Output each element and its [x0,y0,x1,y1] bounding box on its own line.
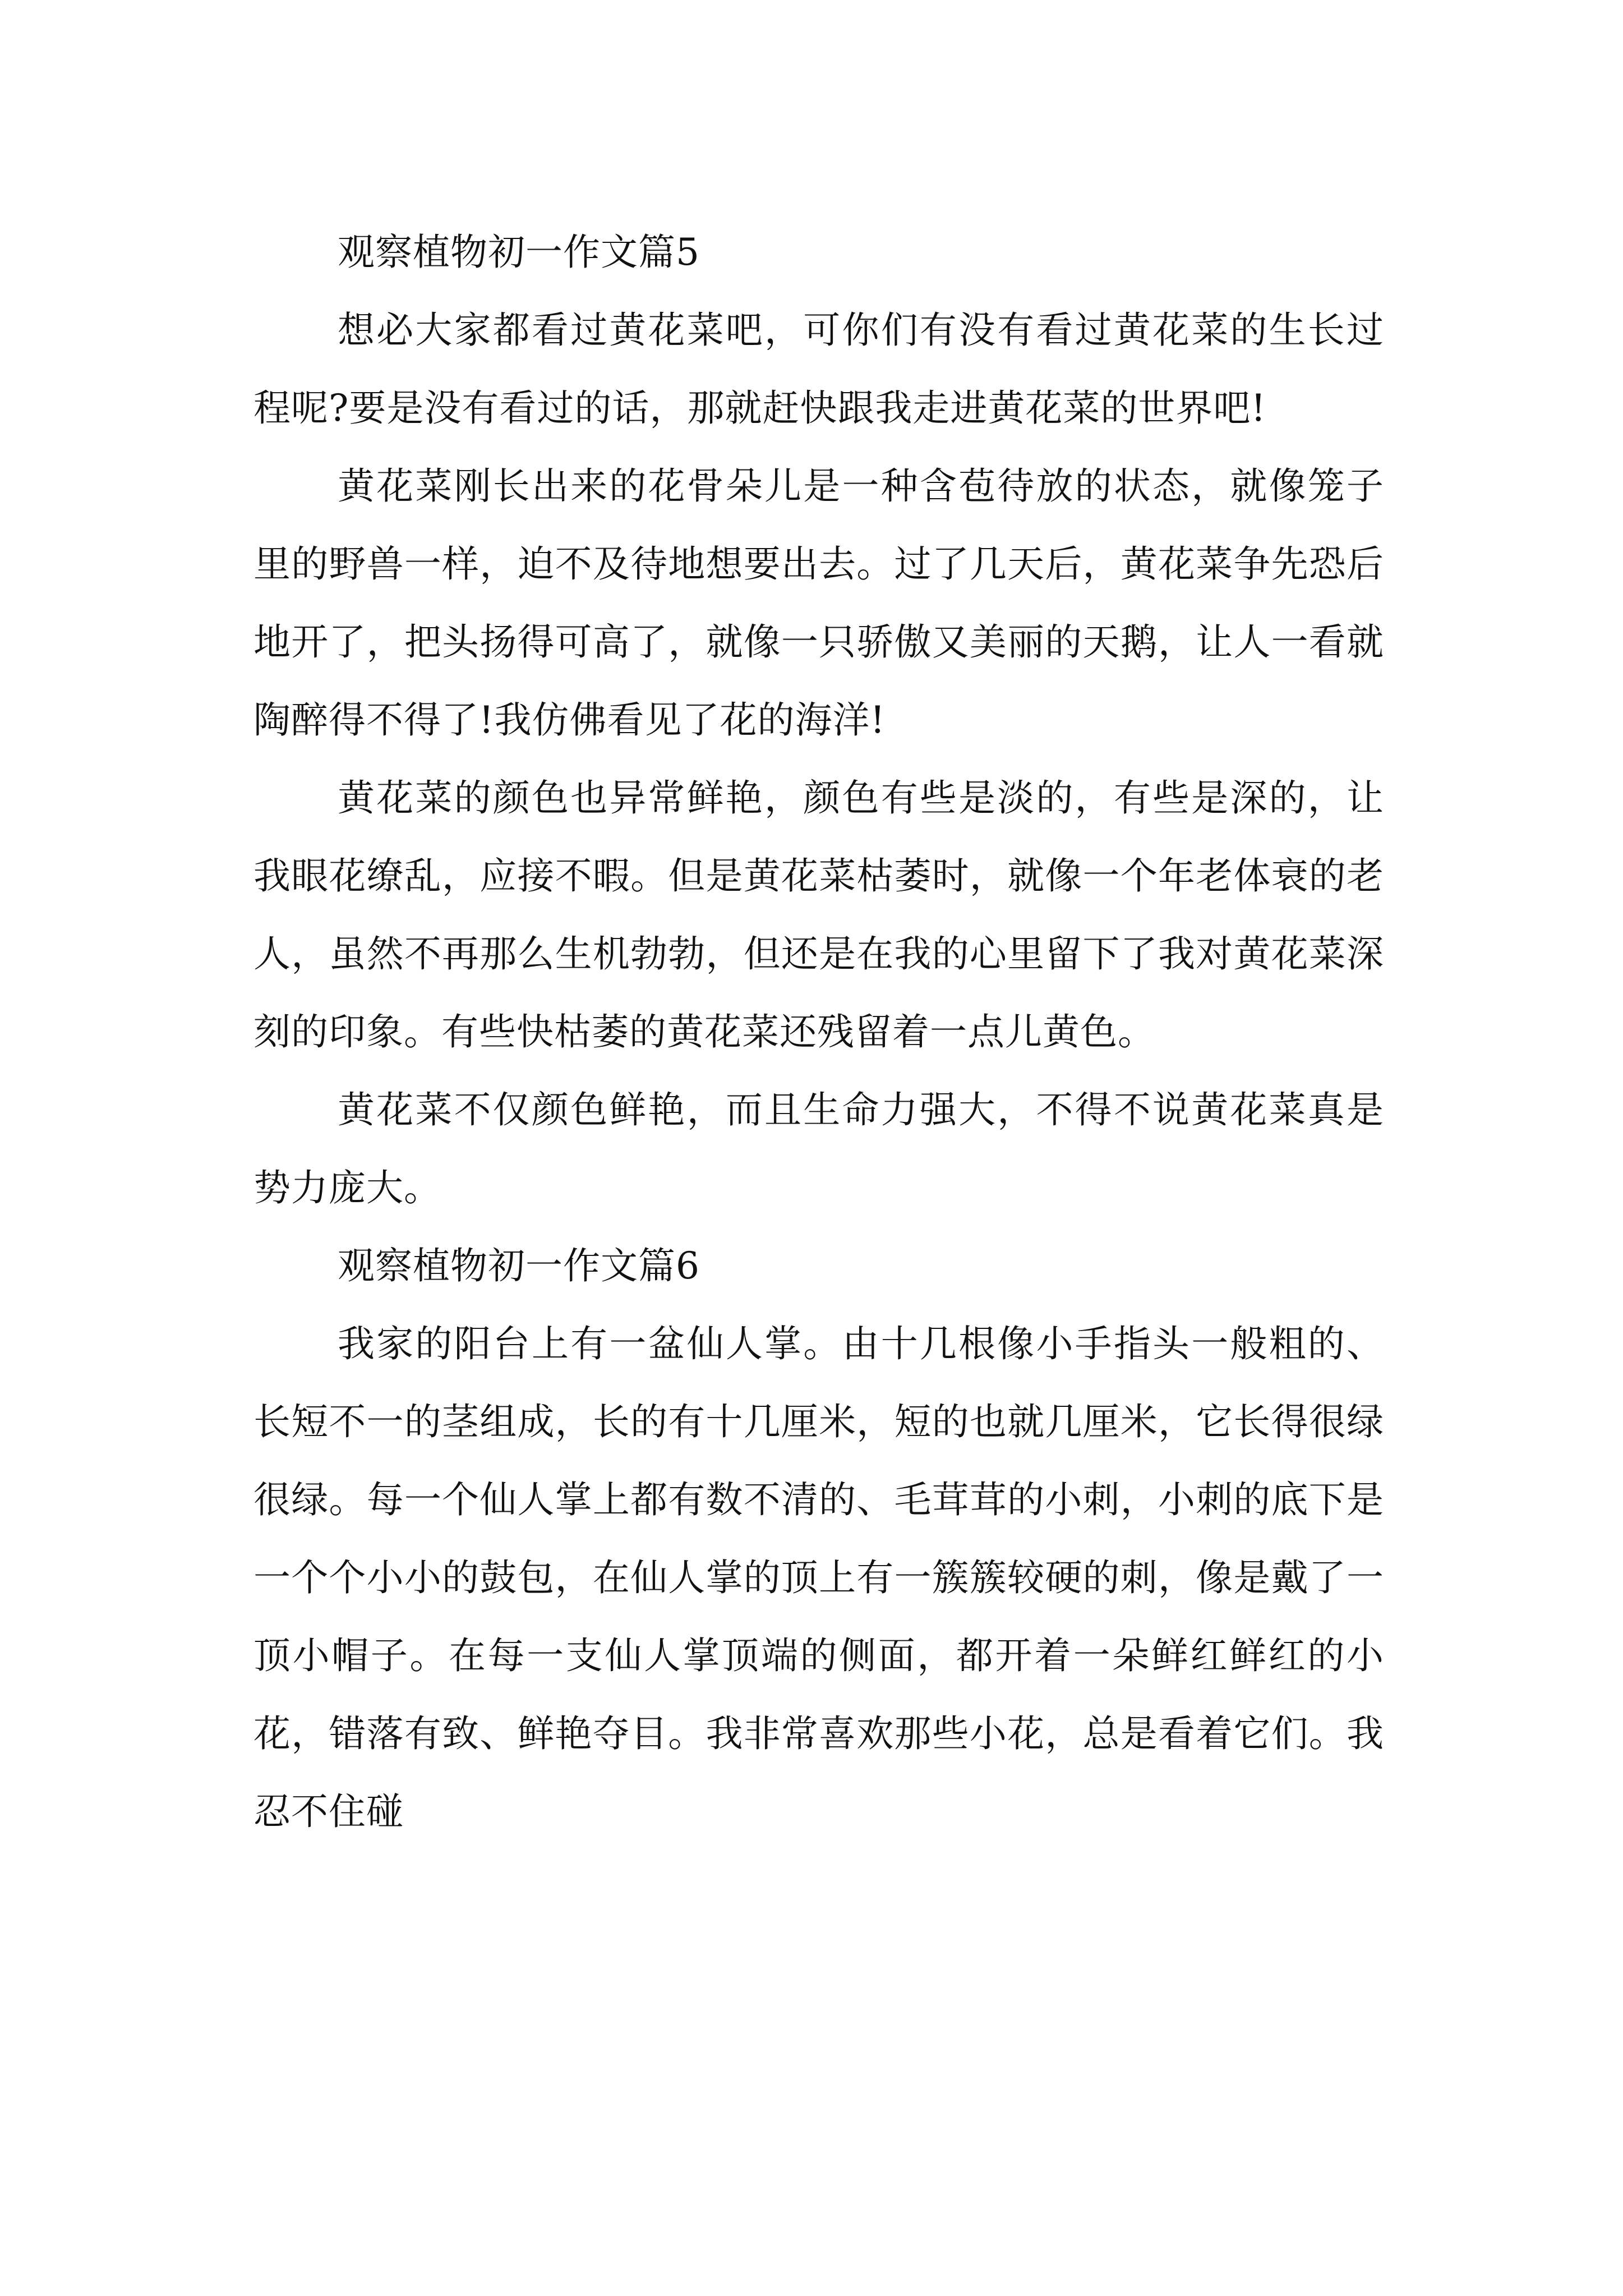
document-page [253,213,1384,1851]
section-heading: 观察植物初一作文篇6 [338,1244,700,1287]
paragraph: 想必大家都看过黄花菜吧，可你们有没有看过黄花菜的生长过程呢?要是没有看过的话，那就赶快跟我走进黄花菜的世界吧! [253,309,1384,430]
paragraph: 黄花菜刚长出来的花骨朵儿是一种含苞待放的状态，就像笼子里的野兽一样，迫不及待地想要出去。过了几天后，黄花菜争先恐后地开了，把头扬得可高了，就像一只骄傲又美丽的天鹅，让人一看就陶醉得不得了!我仿佛看见了花的海洋! [253,464,1384,742]
paragraph: 黄花菜的颜色也异常鲜艳，颜色有些是淡的，有些是深的，让我眼花缭乱，应接不暇。但是黄花菜枯萎时，就像一个年老体衰的老人，虽然不再那么生机勃勃，但还是在我的心里留下了我对黄花菜深刻的印象。有些快枯萎的黄花菜还残留着一点儿黄色。 [253,776,1384,1053]
paragraph: 我家的阳台上有一盆仙人掌。由十几根像小手指头一般粗的、长短不一的茎组成，长的有十几厘米，短的也就几厘米，它长得很绿很绿。每一个仙人掌上都有数不清的、毛茸茸的小刺，小刺的底下是一个个小小的鼓包，在仙人掌的顶上有一簇簇较硬的刺，像是戴了一顶小帽子。在每一支仙人掌顶端的侧面，都开着一朵鲜红鲜红的小花，错落有致、鲜艳夺目。我非常喜欢那些小花，总是看着它们。我忍不住碰 [253,1322,1384,1833]
section-heading: 观察植物初一作文篇5 [338,231,700,274]
paragraph: 黄花菜不仅颜色鲜艳，而且生命力强大，不得不说黄花菜真是势力庞大。 [253,1088,1384,1209]
